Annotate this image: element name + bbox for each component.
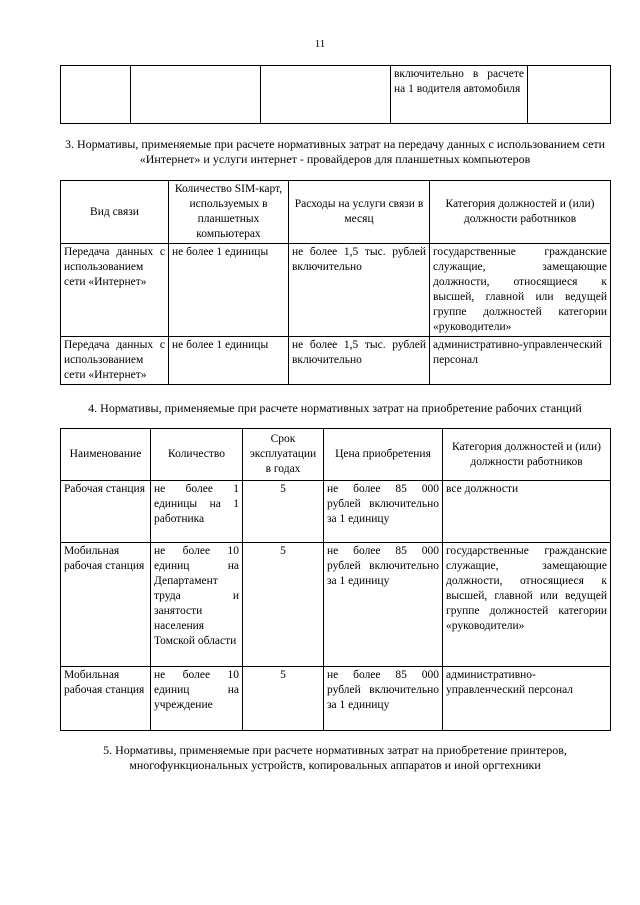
table-cell: не более 10 единиц на учреждение xyxy=(151,667,243,731)
table-cell: все должности xyxy=(443,481,611,543)
normative-cell: включительно в расчете на 1 водителя автомобиля xyxy=(391,66,528,124)
header-cell: Вид связи xyxy=(61,181,169,244)
table-cell: не более 1,5 тыс. рублей включительно xyxy=(289,337,430,385)
section-5-title: 5. Нормативы, применяемые при расчете нормативных затрат на приобретение принтеров, многофункциональных устройств, копировальных аппаратов и иной оргтехники xyxy=(103,743,567,772)
table-cell: административно-управленческий персонал xyxy=(443,667,611,731)
internet-norms-table xyxy=(60,180,611,385)
table-header-row xyxy=(61,181,611,244)
table-cell: не более 85 000 рублей включительно за 1 единицу xyxy=(324,667,443,731)
empty-cell xyxy=(131,66,261,124)
header-cell: Категория должностей и (или) должности работников xyxy=(443,429,611,481)
table-cell: не более 1 единицы xyxy=(169,337,289,385)
header-cell: Срок эксплуатации в годах xyxy=(243,429,324,481)
table-row xyxy=(61,244,611,337)
table-cell: Передача данных с использованием сети «Интернет» xyxy=(61,244,169,337)
header-cell: Количество SIM-карт, используемых в планшетных компьютерах xyxy=(169,181,289,244)
section-3-title: 3. Нормативы, применяемые при расчете нормативных затрат на передачу данных с использованием сети «Интернет» и услуги интернет - провайдеров для планшетных компьютеров xyxy=(64,137,606,166)
page-number: 11 xyxy=(314,38,326,50)
table-cell: не более 85 000 рублей включительно за 1 единицу xyxy=(324,481,443,543)
table-cell: государственные гражданские служащие, замещающие должности, относящиеся к высшей, главной или ведущей группе должностей категории «руководители» xyxy=(430,244,611,337)
table-cell: не более 1 единицы xyxy=(169,244,289,337)
header-cell: Категория должностей и (или) должности работников xyxy=(430,181,611,244)
empty-cell xyxy=(261,66,391,124)
table-cell: государственные гражданские служащие, замещающие должности, относящиеся к высшей, главной или ведущей группе должностей категории «руководители» xyxy=(443,543,611,667)
header-cell: Количество xyxy=(151,429,243,481)
empty-cell xyxy=(528,66,611,124)
table-header-row xyxy=(61,429,611,481)
table-cell: не более 85 000 рублей включительно за 1 единицу xyxy=(324,543,443,667)
table-cell: Мобильная рабочая станция xyxy=(61,543,151,667)
table-cell: 5 xyxy=(243,667,324,731)
table-cell: не более 1,5 тыс. рублей включительно xyxy=(289,244,430,337)
table-row xyxy=(61,667,611,731)
table-cell: административно-управленческий персонал xyxy=(430,337,611,385)
table-cell: Рабочая станция xyxy=(61,481,151,543)
workstation-norms-table xyxy=(60,428,611,731)
table-cell: 5 xyxy=(243,481,324,543)
table-cell: не более 1 единицы на 1 работника xyxy=(151,481,243,543)
header-cell: Расходы на услуги связи в месяц xyxy=(289,181,430,244)
continuation-table xyxy=(60,65,611,124)
empty-cell xyxy=(61,66,131,124)
table-cell: Передача данных с использованием сети «Интернет» xyxy=(61,337,169,385)
table-cell: Мобильная рабочая станция xyxy=(61,667,151,731)
header-cell: Наименование xyxy=(61,429,151,481)
table-cell: не более 10 единиц на Департамент труда и занятости населения Томской области xyxy=(151,543,243,667)
header-cell: Цена приобретения xyxy=(324,429,443,481)
table-row xyxy=(61,481,611,543)
table-cell: 5 xyxy=(243,543,324,667)
section-4-title: 4. Нормативы, применяемые при расчете нормативных затрат на приобретение рабочих станций xyxy=(88,401,582,415)
table-row xyxy=(61,543,611,667)
table-row xyxy=(61,337,611,385)
